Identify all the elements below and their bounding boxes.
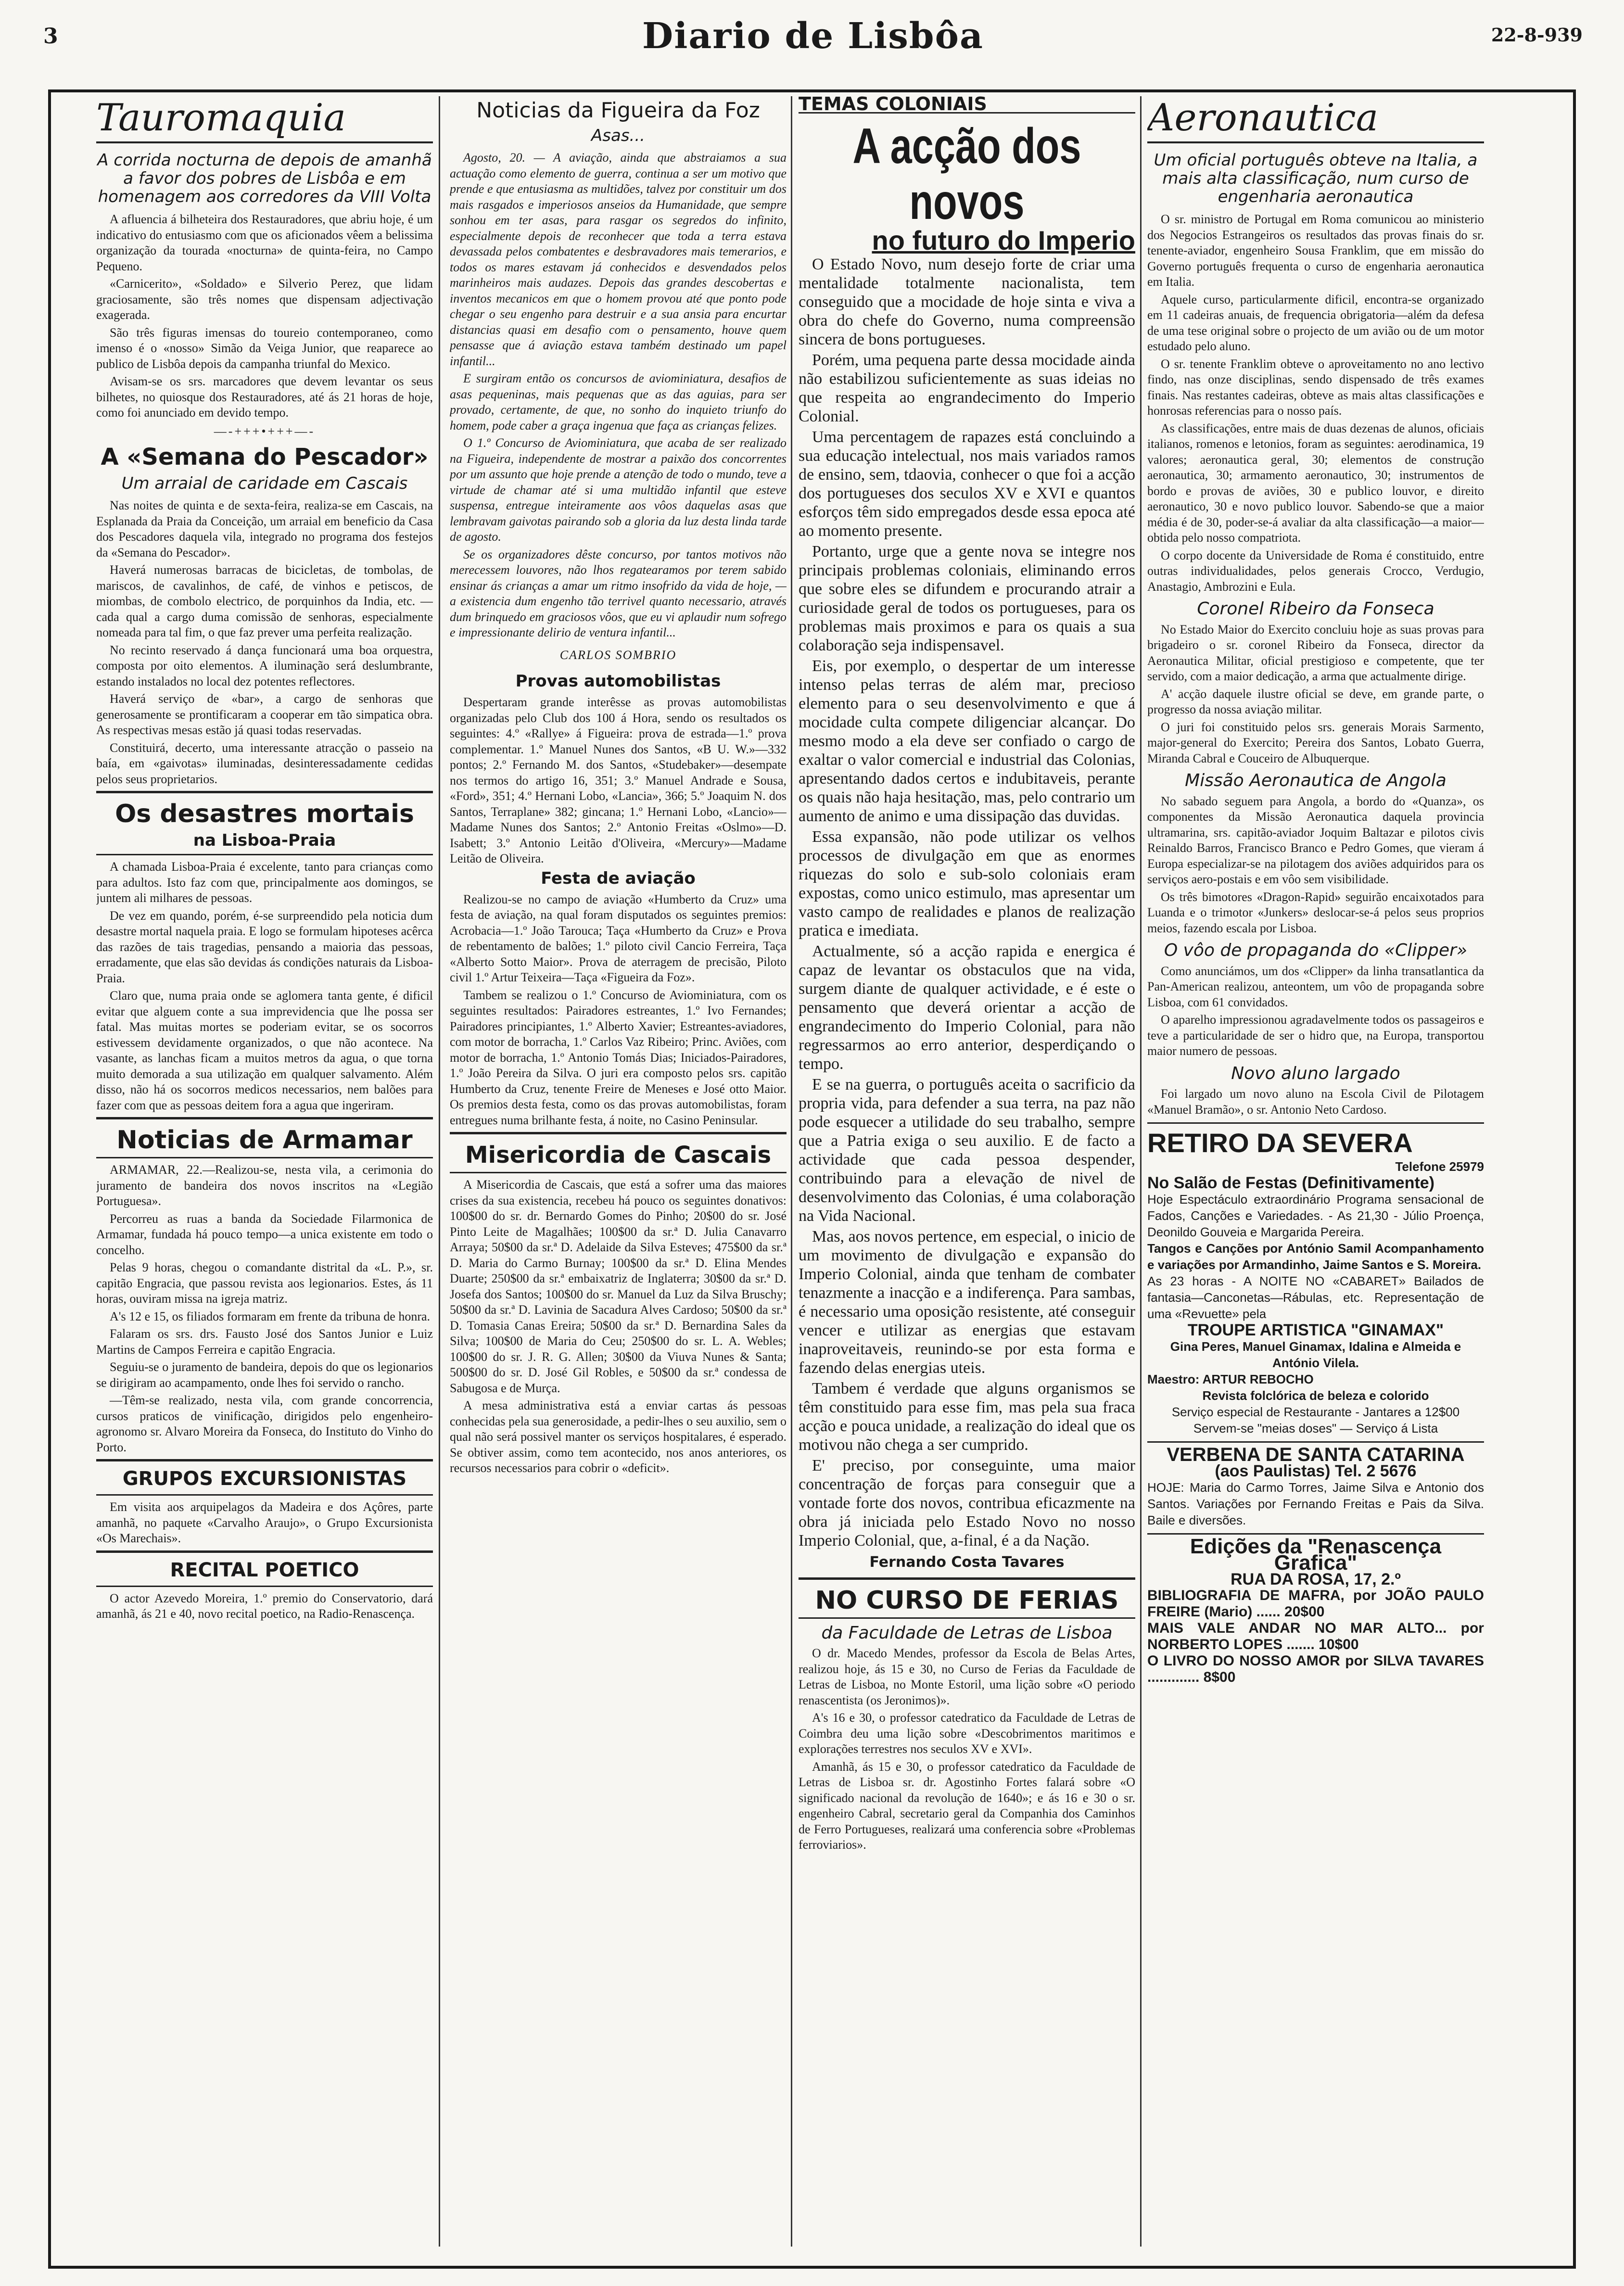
paragraph: A mesa administrativa está a enviar cartas ás pessoas conhecidas pela sua generosidade, a pedir-lhes o seu auxilio, sem o qual não será possivel manter os serviços hospitalares, é esperado. Se obtiver assim, como tem acontecido, nos anos anteriores, os recursos necessarios para cobrir o «deficit». <box>450 1398 787 1475</box>
masthead <box>43 10 1583 72</box>
paragraph: As classificações, entre mais de duas dezenas de alunos, oficiais italianos, romenos e letonios, foram as seguintes: aerodinamica, 19 valores; aeronautica geral, 30; elementos de construção aeronautica, 30; armamento aeronautico, 30; instrumentos de bordo e provas de aviões, 30 e publico louvor, e direito aeronautico, 30 e novo publico louvor. Sabendo-se que a maior média é de 30, poder-se-á avaliar da alta classificação—a maior—obtida pelo nosso compatriota. <box>1147 421 1484 545</box>
article-header-box <box>96 791 433 855</box>
paragraph: Claro que, numa praia onde se aglomera tanta gente, é dificil evitar que alguem conte a sua imprevidencia que lhe possa ser fatal. Mas muitas mortes se poderiam evitar, se os socorros estivessem devidamente organizados, o que não acontece. Na vasante, as lanchas ficam a muitos metros da agua, o que torna muito demorada a sua utilização em qualquer salvamento. Além disso, não há os socorros medicos necessarios, nem balões para fazer com que as pessoas deitem fora a agua que ingeriram. <box>96 989 433 1112</box>
ad-text: TROUPE ARTISTICA "GINAMAX" <box>1187 1321 1444 1339</box>
article-title: Os desastres mortais <box>115 800 414 828</box>
paragraph: Pelas 9 horas, chegou o comandante distrital da «L. P.», sr. capitão Engracia, que passou revista aos legionarios. Estes, ás 11 horas, ouviram missa na igreja matriz. <box>96 1260 433 1306</box>
article-body <box>96 498 433 787</box>
article-body <box>96 1162 433 1455</box>
article-title: Misericordia de Cascais <box>465 1142 772 1168</box>
ad-title: VERBENA DE SANTA CATARINA <box>1167 1444 1465 1465</box>
paragraph: Avisam-se os srs. marcadores que devem levantar os seus bilhetes, no quiosque dos Restauradores, até ás 21 horas de hoje, como foi anunciado em devido tempo. <box>96 374 433 419</box>
paragraph: A Misericordia de Cascais, que está a sofrer uma das maiores crises da sua existencia, recebeu há pouco os seguintes donativos: 100$00 do sr. dr. Bernardo Gomes do Pinho; 20$00 do sr. José Pinto Leite de Magalhães; 100$00 da sr.ª D. Julia Canavarro Arraya; 50$00 da sr.ª D. Adelaide da Silva Esteves; 475$00 da sr.ª D. Maria do Carmo Burnay; 100$00 da sr.ª D. Elina Mendes Duarte; 250$00 da sr.ª embaixatriz de Inglaterra; 30$00 da sr.ª D. Josefa dos Santos; 100$00 do sr. Manuel da Luz da Silva Bruschy; 50$00 da sr.ª D. Lavinia de Sacadura Alves Cardoso; 50$00 da sr.ª D. Tomasia Canas Ereira; 50$00 da sr.ª D. Bernardina Sales da Silva; 100$00 de Maria do Ceu; 250$00 do sr. L. A. Webles; 100$00 do sr. J. R. G. Allen; 30$00 da Viuva Nunes & Santa; 500$00 do sr. D. José Gil Robles, e 50$00 da sr.ª condessa de Sabugosa e de Murça. <box>450 1178 787 1395</box>
article-title: NO CURSO DE FERIAS <box>815 1586 1119 1615</box>
paragraph: Nas noites de quinta e de sexta-feira, realiza-se em Cascais, na Esplanada da Praia da Conceição, um arraial em beneficio da Casa dos Pescadores daquela vila, integrado no programa dos festejos da «Semana do Pescador». <box>96 498 433 559</box>
paragraph: O 1.º Concurso de Aviominiatura, que acaba de ser realizado na Figueira, independente de mostrar a paixão dos concorrentes por um assunto que hoje prende a atenção de todo o mundo, teve a virtude de chamar até si uma multidão infantil que esteve suspensa, entregue inteiramente aos vôos daquelas asas que lembravam gaivotas pairando sob a gloria da luz desta linda tarde de agosto. <box>450 436 787 544</box>
article-title: Provas automobilistas <box>515 672 721 691</box>
ad-text: (aos Paulistas) Tel. 2 5676 <box>1215 1462 1417 1480</box>
ad-text: HOJE: Maria do Carmo Torres, Jaime Silva e Antonio dos Santos. Variações por Fernando Freitas e Pais da Silva. Baile e diversões. <box>1147 1480 1484 1527</box>
ad-text: Revista folclórica de beleza e colorido <box>1202 1388 1429 1403</box>
paragraph: O corpo docente da Universidade de Roma é constituido, entre outras individualidades, pelos generais Crocco, Verdugio, Anastagio, Ambrozini e Eula. <box>1147 548 1484 594</box>
article-header-box <box>96 1550 433 1587</box>
article-title: Aeronautica <box>1147 96 1484 143</box>
article-header-box <box>96 1117 433 1158</box>
ad-title: RETIRO DA SEVERA <box>1147 1128 1413 1158</box>
article-title: A «Semana do Pescador» <box>101 444 429 470</box>
column-1 <box>96 96 433 2251</box>
paragraph: O dr. Macedo Mendes, professor da Escola de Belas Artes, realizou hoje, ás 15 e 30, no Curso de Ferias da Faculdade de Letras de Lisboa, no Monte Estoril, uma lição sobre «O periodo renascentista (os Jeronimos)». <box>799 1646 1135 1707</box>
ad-text: Hoje Espectáculo extraordinário Programa sensacional de Fados, Canções e Variedades. - As 21,30 - Júlio Proença, Deonildo Gouveia e Margarida Pereira. <box>1147 1192 1484 1239</box>
paragraph: O aparelho impressionou agradavelmente todos os passageiros e teve a particularidade de ser o hidro que, na Europa, transportou maior numero de pessoas. <box>1147 1013 1484 1058</box>
paragraph: O Estado Novo, num desejo forte de criar uma mentalidade totalmente nacionalista, tem conseguido que a mocidade de hoje sinta e viva a obra do chefe do Governo, numa compreensão sincera de bons portugueses. <box>799 255 1135 348</box>
paragraph: No sabado seguem para Angola, a bordo do «Quanza», os componentes da Missão Aeronautica daquela provincia ultramarina, srs. capitão-aviador Joquim Baltazar e pilotos civis Reinaldo Barros, Francisco Branco e Pedro Gomes, que vieram á Europa especializar-se na pilotagem dos aviões adquiridos para os serviços aero-postais e em vôo sem visibilidade. <box>1147 794 1484 886</box>
paragraph: Como anunciámos, um dos «Clipper» da linha transatlantica da Pan-American realizou, anteontem, um vôo de propaganda sobre Lisboa, com 61 convidados. <box>1147 964 1484 1009</box>
paragraph: Portanto, urge que a gente nova se integre nos principais problemas coloniais, eliminando erros que sobre eles se difundem e procurando atrair a curiosidade geral de todos os portugueses, para os problemas mais proximos e para os quais a sua colaboração seja indispensavel. <box>799 543 1135 654</box>
column-divider <box>791 96 792 2247</box>
article-body <box>96 859 433 1113</box>
advertisement-verbena <box>1147 1441 1484 1528</box>
article-title: Novo aluno largado <box>1231 1063 1400 1083</box>
paragraph: Mas, aos novos pertence, em especial, o inicio de um movimento de divulgação e expansão do Imperio Colonial, ainda que tenham de combater tenazmente a inacção e a indiferença. Para sambas, é necessario uma oposição resistente, até conseguir vencer e utilizar as energias que estavam inaproveitaveis, reunindo-se por esta forma e fazendo delas energias uteis. <box>799 1228 1135 1377</box>
paragraph: Se os organizadores dêste concurso, por tantos motivos não merecessem louvores, não lhos regatearamos por terem sabido ensinar ás crianças a amar um ritmo insofrido da vida de hoje, —a existencia dum engenho tão terrivel quanto necessario, através dum brinquedo em graciosos vôos, que eu vi aplaudir num sofrego e impressionante delirio de ventura infantil... <box>450 547 787 639</box>
paragraph: Eis, por exemplo, o despertar de um interesse intenso pelas terras de além mar, precioso elemento para o seu desenvolvimento e que á mocidade culta compete diligenciar alcançar. Do mesmo modo a ela deve ser confiado o cargo de exaltar o valor comercial e industrial das Colonias, apresentando dados certos e indubitaveis, perante os quais não haja hesitação, mas, pelo contrario um aumento de animo e uma dissipação das duvidas. <box>799 657 1135 825</box>
article-subtitle: na Lisboa-Praia <box>193 831 336 850</box>
article-title: Festa de aviação <box>541 868 696 888</box>
paragraph: E surgiram então os concursos de aviominiatura, desafios de asas pequeninas, mais pequenas que as das aguias, para ser provado, certamente, de que, no sonho do inquieto triunfo do homem, pode caber a graça ingenua que faça as crianças felizes. <box>450 371 787 432</box>
paragraph: —Têm-se realizado, nesta vila, com grande concorrencia, cursos praticos de vinificação, dirigidos pelo engenheiro-agronomo sr. Alvaro Moreira da Fonseca, do Instituto do Vinho do Porto. <box>96 1393 433 1454</box>
section-label: TEMAS COLONIAIS <box>799 96 1135 114</box>
paragraph: O actor Azevedo Moreira, 1.º premio do Conservatorio, dará amanhã, ás 21 e 40, novo recital poetico, na Radio-Renascença. <box>96 1591 433 1621</box>
paragraph: Aquele curso, particularmente dificil, encontra-se organizado em 11 cadeiras anuais, de frequencia obrigatoria—além da defesa de uma tese original sobre o projecto de um avião ou de um motor estudado pelo aluno. <box>1147 292 1484 353</box>
issue-date: 22-8-939 <box>1491 24 1583 46</box>
paragraph: A' acção daquele ilustre oficial se deve, em grande parte, o progresso da nossa aviação militar. <box>1147 686 1484 716</box>
ad-text: No Salão de Festas (Definitivamente) <box>1147 1174 1435 1192</box>
article-title: O vôo de propaganda do «Clipper» <box>1164 940 1468 960</box>
ad-text: BIBLIOGRAFIA DE MAFRA, por JOÃO PAULO FREIRE (Mario) ...... 20$00 <box>1147 1588 1484 1620</box>
article-title: Noticias da Figueira da Foz <box>476 98 760 123</box>
paragraph: O juri foi constituido pelos srs. generais Morais Sarmento, major-general do Exercito; Pereira dos Santos, Lobato Guerra, Miranda Cabral e Couceiro de Albuquerque. <box>1147 720 1484 765</box>
article-body <box>799 255 1135 1550</box>
article-body <box>96 212 433 421</box>
article-header-box <box>96 1459 433 1496</box>
page-number: 3 <box>43 24 58 49</box>
column-divider <box>1140 96 1142 2247</box>
ad-text: MAIS VALE ANDAR NO MAR ALTO... por NORBERTO LOPES ....... 10$00 <box>1147 1620 1484 1652</box>
paragraph: Foi largado um novo aluno na Escola Civil de Pilotagem «Manuel Bramão», o sr. Antonio Neto Cardoso. <box>1147 1087 1484 1117</box>
paragraph: Despertaram grande interêsse as provas automobilistas organizadas pelo Club dos 100 á Hora, sendo os resultados os seguintes: 4.º «Rallye» á Figueira: prova de estrada—1.º prova complementar. 1.º Manuel Nunes dos Santos, «B U. W.»—332 pontos; 2.º Fernando M. dos Santos, «Studebaker»—desempate nos termos do artigo 16, 351; 3.º Manuel Andrade e Sousa, «Ford», 351; 4.º Hernani Lobo, «Lancia», 366; 5.º Joaquim N. dos Santos, Terraplane» 382; gincana; 1.º Hernani Lobo, «Lancio»—Madame Nunes dos Santos; 2.º Antonio Freitas «Oslmo»—D. Isabett; 3.º Antonio Leitão d'Oliveira, «Mercury»—Madame Leitão de Oliveira. <box>450 695 787 865</box>
ad-text: Gina Peres, Manuel Ginamax, Idalina e Almeida e António Vilela. <box>1170 1339 1461 1370</box>
author-signature: Fernando Costa Tavares <box>869 1554 1065 1571</box>
paragraph: Porém, uma pequena parte dessa mocidade ainda não estabilizou suficientemente as suas ideias no que respeita ao engrandecimento do Imperio Colonial. <box>799 351 1135 425</box>
article-body <box>450 150 787 641</box>
paragraph: Seguiu-se o juramento de bandeira, depois do que os legionarios se dirigiram ao acampamento, onde lhes foi servido o rancho. <box>96 1360 433 1390</box>
article-header-box <box>450 1132 787 1173</box>
paragraph: «Carnicerito», «Soldado» e Silverio Perez, que lidam graciosamente, são três nomes que dispensam adjectivação exagerada. <box>96 277 433 322</box>
column-4 <box>1147 96 1484 2251</box>
paragraph: Percorreu as ruas a banda da Sociedade Filarmonica de Armamar, fundada há pouco tempo—a unica existente em todo o concelho. <box>96 1211 433 1257</box>
ad-text: Serviço especial de Restaurante - Jantares a 12$00 Servem-se "meias doses" — Serviço á Lista <box>1171 1405 1460 1435</box>
paragraph: Realizou-se no campo de aviação «Humberto da Cruz» uma festa de aviação, na qual foram disputados os seguintes premios: Acrobacia—1.º João Tarouca; Taça «Humberto da Cruz» e Prova de rebentamento de balões; 1.º piloto civil Cancio Ferreira, Taça «Alberto Sotto Maior». Prova de aterragem de precisão, Piloto civil 1.º Artur Teixeira—Taça «Figueira da Foz». <box>450 892 787 984</box>
ad-text: O LIVRO DO NOSSO AMOR por SILVA TAVARES ............. 8$00 <box>1147 1653 1484 1685</box>
advertisement-renascenca <box>1147 1533 1484 1686</box>
paragraph: De vez em quando, porém, é-se surpreendido pela noticia dum desastre mortal naquela praia. E logo se formulam hipoteses acêrca das razões de tais tragedias, pensando a maioria das pessoas, erradamente, que elas são devidas ás condições naturais da Lisboa-Praia. <box>96 908 433 985</box>
article-subtitle: da Faculdade de Letras de Lisboa <box>821 1623 1113 1643</box>
article-subtitle: Um arraial de caridade em Cascais <box>121 474 408 493</box>
paragraph: Essa expansão, não pode utilizar os velhos processos de divulgação em que as enormes riquezas do solo e sub-solo coloniais eram expostas, como unico estimulo, mas apresentar um vasto campo de realidades e planos de realização pratica e imediata. <box>799 828 1135 940</box>
article-deck: A corrida nocturna de depois de amanhã a favor dos pobres de Lisbôa e em homenagem aos corredores da VIII Volta <box>97 151 432 206</box>
article-title: Tauromaquia <box>96 96 433 143</box>
paragraph: No Estado Maior do Exercito concluiu hoje as suas provas para brigadeiro o sr. coronel Ribeiro da Fonseca, director da Aeronautica Militar, oficial prestigioso e competente, que ter servido, com a maior dedicação, a arma que actualmente dirige. <box>1147 622 1484 683</box>
author-signature: CARLOS SOMBRIO <box>559 648 677 662</box>
ad-text: RUA DA ROSA, 17, 2.º <box>1231 1570 1401 1588</box>
paragraph: Haverá serviço de «bar», a cargo de senhoras que generosamente se prontificaram a cooperar em tão simpatica obra. As respectivas mesas estão já quasi todas reservadas. <box>96 692 433 737</box>
article-deck: Um oficial português obteve na Italia, a mais alta classificação, num curso de engenharia aeronautica <box>1154 151 1478 206</box>
paragraph: E' preciso, por conseguinte, uma maior concentração de forças para conseguir que a vontade forte dos novos, contribua eficazmente na obra já iniciada pelo Estado Novo no nosso Imperio Colonial, que, a-final, é a da Nação. <box>799 1457 1135 1549</box>
ad-text: Tangos e Canções por António Samil Acompanhamento e variações por Armandinho, Jaime Santos e S. Moreira. <box>1147 1241 1484 1272</box>
ad-text: As 23 horas - A NOITE NO «CABARET» Bailados de fantasia—Canconetas—Rábulas, etc. Representação de uma «Revuette» pela <box>1147 1274 1484 1321</box>
paragraph: Falaram os srs. drs. Fausto José dos Santos Junior e Luiz Martins de Campos Ferreira e capitão Engracia. <box>96 1327 433 1357</box>
paragraph: Uma percentagem de rapazes está concluindo a sua educação intelectual, nos mais variados ramos de ensino, sem, tdaovia, conhecer o que foi a acção dos portugueses dos seculos XV e XVI e quantos esforços têm sido empregados desde essa epoca até ao momento presente. <box>799 428 1135 540</box>
paragraph: O sr. tenente Franklim obteve o aproveitamento no ano lectivo findo, nas onze disciplinas, sendo dispensado de três exames finais. Nas restantes cadeiras, obteve as mais altas classificações e honrosas referencias para o nosso país. <box>1147 356 1484 418</box>
paragraph: A's 12 e 15, os filiados formaram em frente da tribuna de honra. <box>110 1309 431 1323</box>
column-3 <box>799 96 1135 2251</box>
article-title: Noticias de Armamar <box>116 1126 413 1155</box>
article-title: Missão Aeronautica de Angola <box>1185 771 1446 790</box>
column-2 <box>450 96 787 2251</box>
paragraph: Amanhã, ás 15 e 30, o professor catedratico da Faculdade de Letras de Lisboa sr. dr. Agostinho Fortes falará sobre «O significado nacional da revolução de 1640»; e ás 16 e 30 o sr. engenheiro Cabral, secretario geral da Companhia dos Caminhos de Ferro Portugueses, realizará uma conferencia sobre «Problemas ferroviarios». <box>799 1759 1135 1852</box>
article-kicker: no futuro do Imperio <box>872 225 1135 255</box>
paragraph: Agosto, 20. — A aviação, ainda que abstraiamos a sua actuação como elemento de guerra, continua a ser um motivo que prende e que entusiasma as multidões, talvez por constituir um dos mais rasgados e imperiosos anseios da Humanidade, que sempre sonhou em ter asas, para rasgar os segredos do infinito, especialmente depois de reconhecer que toda a terra estava devassada pelos combatentes e desbravadores mais temerarios, e todos os mares estavam já conhecidos e desvendados pelos marinheiros mais audazes. Depois das grandes descobertas e inventos mecanicos em que o homem provou até que ponto pode chegar o seu engenho para destruir e a sua ansia para encurtar distancias quasi em desafio com o pensamento, houve quem pensasse que á aviação estava também destinado um papel infantil... <box>450 151 787 368</box>
article-title: Coronel Ribeiro da Fonseca <box>1197 599 1434 619</box>
article-title: A acção dos novos <box>852 118 1081 230</box>
paragraph: Haverá numerosas barracas de bicicletas, de tombolas, de mariscos, de cavalinhos, de café, de vinhos e petiscos, de miombas, de combolo electrico, de porquinhos da India, etc. — cada qual a cargo duma comissão de senhoras, especialmente nomeada para tal fim, o que faz prever uma perfeita realização. <box>96 563 433 639</box>
ad-text: Maestro: ARTUR REBOCHO <box>1147 1372 1314 1386</box>
ad-title: Edições da "Renascença Grafica" <box>1190 1535 1442 1575</box>
column-divider <box>439 96 440 2247</box>
ornament-rule: —-+++•+++—- <box>214 424 316 438</box>
article-subtitle: Asas... <box>591 126 645 145</box>
paragraph: A chamada Lisboa-Praia é excelente, tanto para crianças como para adultos. Isto faz com que, principalmente aos domingos, se juntem ali milhares de pessoas. <box>96 860 433 905</box>
newspaper-title: Diario de Lisbôa <box>642 15 984 57</box>
paragraph: No recinto reservado á dança funcionará uma boa orquestra, composta por oito elementos. A iluminação será deslumbrante, estando instalados no local dez potentes reflectores. <box>96 643 433 688</box>
paragraph: Tambem é verdade que alguns organismos se têm constituido para esse fim, mas pela sua fraca acção e pouca unidade, a realização do ideal que os motivou não chega a ser cumprido. <box>799 1380 1135 1454</box>
paragraph: A afluencia á bilheteira dos Restauradores, que abriu hoje, é um indicativo do entusiasmo com que os aficionados vêem a belissima organização da tourada «nocturna» de quinta-feira, no Campo Pequeno. <box>96 212 433 273</box>
ad-phone: Telefone 25979 <box>1395 1159 1484 1174</box>
article-title: RECITAL POETICO <box>170 1559 359 1581</box>
paragraph: São três figuras imensas do toureio contemporaneo, como imenso é o «nosso» Simão da Veiga Junior, que reaparece ao publico de Lisbôa depois da campanha triunfal do Mexico. <box>96 325 433 371</box>
advertisement-severa <box>1147 1122 1484 1436</box>
paragraph: Constituirá, decerto, uma interessante atracção o passeio na baía, em «gaivotas» iluminadas, desinteressadamente cedidas pelos seus proprietarios. <box>96 740 433 786</box>
article-header-box <box>799 1577 1135 1619</box>
paragraph: Em visita aos arquipelagos da Madeira e dos Açôres, parte amanhã, no paquete «Carvalho Araujo», o Grupo Excursionista «Os Marechais». <box>96 1500 433 1545</box>
paragraph: ARMAMAR, 22.—Realizou-se, nesta vila, a cerimonia do juramento de bandeira dos novos inscritos na «Legião Portuguesa». <box>96 1163 433 1208</box>
paragraph: A's 16 e 30, o professor catedratico da Faculdade de Letras de Coimbra deu uma lição sobre «Descobrimentos maritimos e explorações terrestres nos seculos XV e XVI». <box>799 1711 1135 1756</box>
article-title: GRUPOS EXCURSIONISTAS <box>122 1468 407 1490</box>
paragraph: E se na guerra, o português aceita o sacrificio da propria vida, para defender a sua terra, na paz não pode esquecer a utilidade do seu trabalho, sempre que a Patria exiga o seu auxilio. E de facto a actividade que cada pessoa despender, contribuindo para a elevação de nivel de desenvolvimento das Colonias, é uma colaboração na Vida Nacional. <box>799 1076 1135 1225</box>
paragraph: Tambem se realizou o 1.º Concurso de Aviominiatura, com os seguintes resultados: Pairadores estreantes, 1.º Ivo Fernandes; Pairadores principiantes, 1.º Alberto Xavier; Estreantes-aviadores, com motor de borracha, 1.º Carlos Vaz Ribeiro; Princ. Aviões, com motor de borracha, 1.º Antonio Tomás Dias; Iniciados-Pairadores, 1.º João Pereira da Silva. O juri era composto pelos srs. capitão Humberto da Cruz, tenente Freire de Meneses e José otto Maior. Os premios desta festa, como os das provas automobilistas, foram entregues numa brilhante festa, á noite, no Casino Peninsular. <box>450 988 787 1127</box>
paragraph: Os três bimotores «Dragon-Rapid» seguirão encaixotados para Luanda e o trimotor «Junkers» deslocar-se-á pelos seus proprios meios, fazendo escala por Lisboa. <box>1147 889 1484 935</box>
paragraph: O sr. ministro de Portugal em Roma comunicou ao ministerio dos Negocios Estrangeiros os resultados das provas finais do sr. tenente-aviador, engenheiro Sousa Franklim, que em missão do Governo português frequenta o curso de engenharia aeronautica em Italia. <box>1147 212 1484 289</box>
paragraph: Actualmente, só a acção rapida e energica é capaz de levantar os obstaculos que na vida, surgem diante de qualquer actividade, e é este o pensamento que deverá orientar a acção de engrandecimento do Imperio Colonial, para não regressarmos ao erro anterior, desperdiçando o tempo. <box>799 942 1135 1073</box>
